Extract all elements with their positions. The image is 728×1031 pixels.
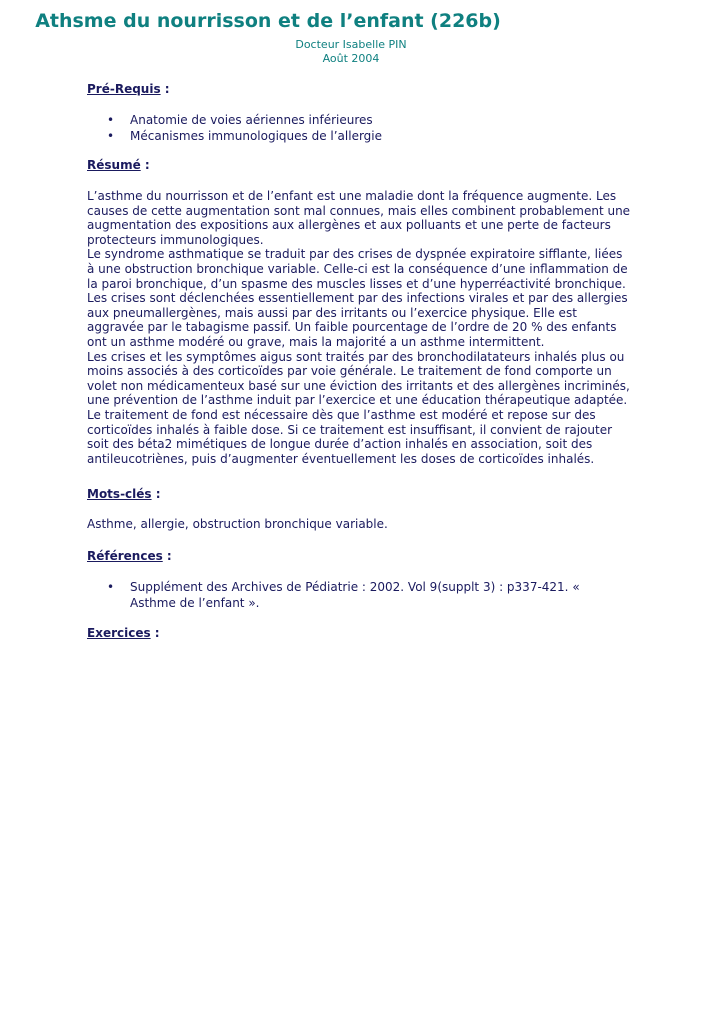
list-item: • Mécanismes immunologiques de l’allergie bbox=[107, 129, 383, 143]
section-heading-exercices: Exercices : bbox=[87, 626, 160, 640]
document-date: Août 2004 bbox=[322, 52, 380, 65]
resume-paragraph: L’asthme du nourrisson et de l’enfant est une maladie dont la fréquence augmente. Les causes de cette augmentation sont mal connues, mais elles combinent probablement une augmentation des expositions aux allergènes et aux polluants et une perte de facteurs protecteurs immunologiques. Le syndrome asthmatique se traduit par des crises de dyspnée expiratoire sifflante, liées à une obstruction bronchique variable. Celle-ci est la conséquence d’une inflammation de la paroi bronchique, d’un spasme des muscles lisses et d’une hyperréactivité bronchique. Les crises sont déclenchées essentiellement par des infections virales et par des allergies aux pneumallergènes, mais aussi par des irritants ou l’exercice physique. Elle est aggravée par le tabagisme passif. Un faible pourcentage de l’ordre de 20 % des enfants ont un asthme modéré ou grave, mais la majorité a un asthme intermittent. Les crises et les symptômes aigus sont traités par des bronchodilatateurs inhalés plus ou moins associés à des corticoïdes par voie générale. Le traitement de fond comporte un volet non médicamenteux basé sur une éviction des irritants et des allergènes incriminés, une prévention de l’asthme induit par l’exercice et une éducation thérapeutique adaptée. Le traitement de fond est nécessaire dès que l’asthme est modéré et repose sur des corticoïdes inhalés à faible dose. Si ce traitement est insuffisant, il convient de rajouter soit des béta2 mimétiques de longue durée d’action inhalés en association, soit des antileucotriènes, puis d’augmenter éventuellement les doses de corticoïdes inhalés. bbox=[87, 189, 631, 466]
document-byline bbox=[87, 38, 639, 66]
references-list bbox=[87, 579, 647, 611]
section-heading-references: Références : bbox=[87, 549, 172, 563]
list-item: • Anatomie de voies aériennes inférieures bbox=[107, 113, 373, 127]
section-heading-motscles: Mots-clés : bbox=[87, 487, 161, 501]
bullet-icon: • bbox=[107, 129, 115, 143]
motscles-text: Asthme, allergie, obstruction bronchique variable. bbox=[87, 517, 388, 531]
section-heading-prerequis: Pré-Requis : bbox=[87, 82, 170, 96]
prerequis-list bbox=[87, 112, 647, 144]
document-title: Athsme du nourrisson et de l’enfant (226b) bbox=[35, 10, 501, 32]
section-heading-resume: Résumé : bbox=[87, 158, 150, 172]
bullet-icon: • bbox=[107, 113, 115, 127]
author-name: Docteur Isabelle PIN bbox=[295, 38, 407, 51]
list-item: • Supplément des Archives de Pédiatrie : 2002. Vol 9(supplt 3) : p337-421. « Asthme de l’enfant ». bbox=[107, 580, 580, 610]
bullet-icon: • bbox=[107, 580, 115, 594]
